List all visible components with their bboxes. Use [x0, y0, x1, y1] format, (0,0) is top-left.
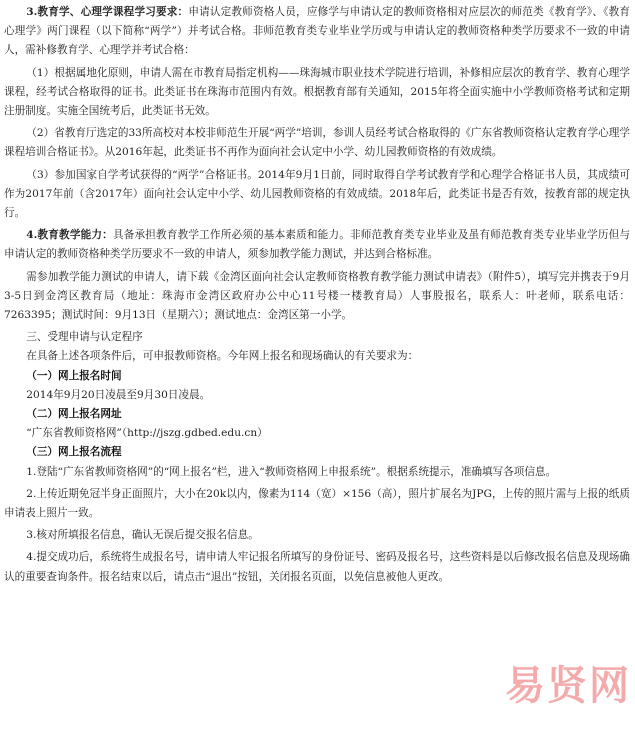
- paragraph-procedure-intro: 在具备上述各项条件后，可申报教师资格。今年网上报名和现场确认的有关要求为：: [26, 350, 419, 363]
- paragraph-item-3: （3）参加国家自学考试获得的“两学”合格证书。2014年9月1日前，同时取得自学考试教育学和心理学合格证书人员，其成绩可作为2017年前（含2017年）面向社会认定中小学、幼儿园教师资格的有效成绩。2018年后，此类证书是否有效，按教育部的规定执行。: [4, 168, 630, 220]
- section-title-procedure: 三、受理申请与认定程序: [26, 331, 143, 344]
- document-body: [4, 3, 630, 587]
- step-1: 1.登陆“广东省教师资格网”的“网上报名”栏，进入“教师资格网上申报系统”。根据系统提示，准确填写各项信息。: [26, 465, 557, 478]
- text-registration-url[interactable]: “广东省教师资格网”（http://jszg.gdbed.edu.cn）: [26, 427, 268, 440]
- heading-registration-url: （二）网上报名网址: [26, 408, 122, 421]
- step-2: 2.上传近期免冠半身正面照片，大小在20k以内，像素为114（宽）×156（高），照片扩展名为JPG，上传的照片需与上报的纸质申请表上照片一致。: [4, 487, 630, 520]
- paragraph-item-2: （2）省教育厅选定的33所高校对本校非师范生开展“两学”培训，参训人员经考试合格取得的《广东省教师资格认定教育学心理学课程培训合格证书》。从2016年起，此类证书不再作为面向社会认定中小学、幼儿园教师资格的有效成绩。: [4, 127, 630, 159]
- paragraph-item-1: （1）根据属地化原则，申请人需在市教育局指定机构——珠海城市职业技术学院进行培训，补修相应层次的教育学、教育心理学课程，经考试合格取得的证书。此类证书在珠海市范围内有效。根据教育部有关通知，2015年将全面实施中小学教师资格考试和定期注册制度。实施全国统考后，此类证书无效。: [4, 66, 630, 118]
- heading-registration-process: （三）网上报名流程: [26, 446, 122, 459]
- text-registration-time: 2014年9月20日凌晨至9月30日凌晨。: [26, 388, 211, 401]
- section-heading-course: 3.教育学、心理学课程学习要求：: [26, 6, 189, 18]
- paragraph-test-info: 需参加教学能力测试的申请人，请下载《金湾区面向社会认定教师资格教育教学能力测试申请表》（附件5），填写完并携表于9月3-5日到金湾区教育局（地址：珠海市金湾区政府办公中心11号楼一楼教育局）人事股报名，联系人：叶老师，联系电话：7263395；测试时间：9月13日（星期六）；测试地点：金湾区第一小学。: [4, 270, 630, 322]
- step-3: 3.核对所填报名信息，确认无误后提交报名信息。: [26, 529, 259, 542]
- section-heading-ability: 4.教育教学能力：: [26, 229, 113, 242]
- step-4: 4.提交成功后，系统将生成报名号，请申请人牢记报名所填写的身份证号、密码及报名号，这些资料是以后修改报名信息及现场确认的重要查询条件。报名结束以后，请点击“退出”按钮，关闭报名页面，以免信息被他人更改。: [4, 551, 630, 583]
- watermark-logo: 易贤网: [505, 663, 631, 709]
- paragraph-teaching-ability: 4.教育教学能力：具备承担教育教学工作所必须的基本素质和能力。非师范教育类专业毕业及虽有师范教育类专业毕业学历但与申请认定的教师资格种类学历要求不一致的申请人，须参加教学能力测试，并达到合格标准。: [4, 229, 631, 261]
- heading-registration-time: （一）网上报名时间: [26, 369, 122, 382]
- paragraph-course-requirements: 3.教育学、心理学课程学习要求：申请认定教师资格人员，应修学与申请认定的教师资格相对应层次的师范类《教育学》、《教育心理学》两门课程（以下简称“两学”）并考试合格。非师范教育类专业毕业学历或与申请认定的教师资格种类学历要求不一致的申请人，需补修教育学、心理学并考试合格：: [4, 6, 630, 57]
